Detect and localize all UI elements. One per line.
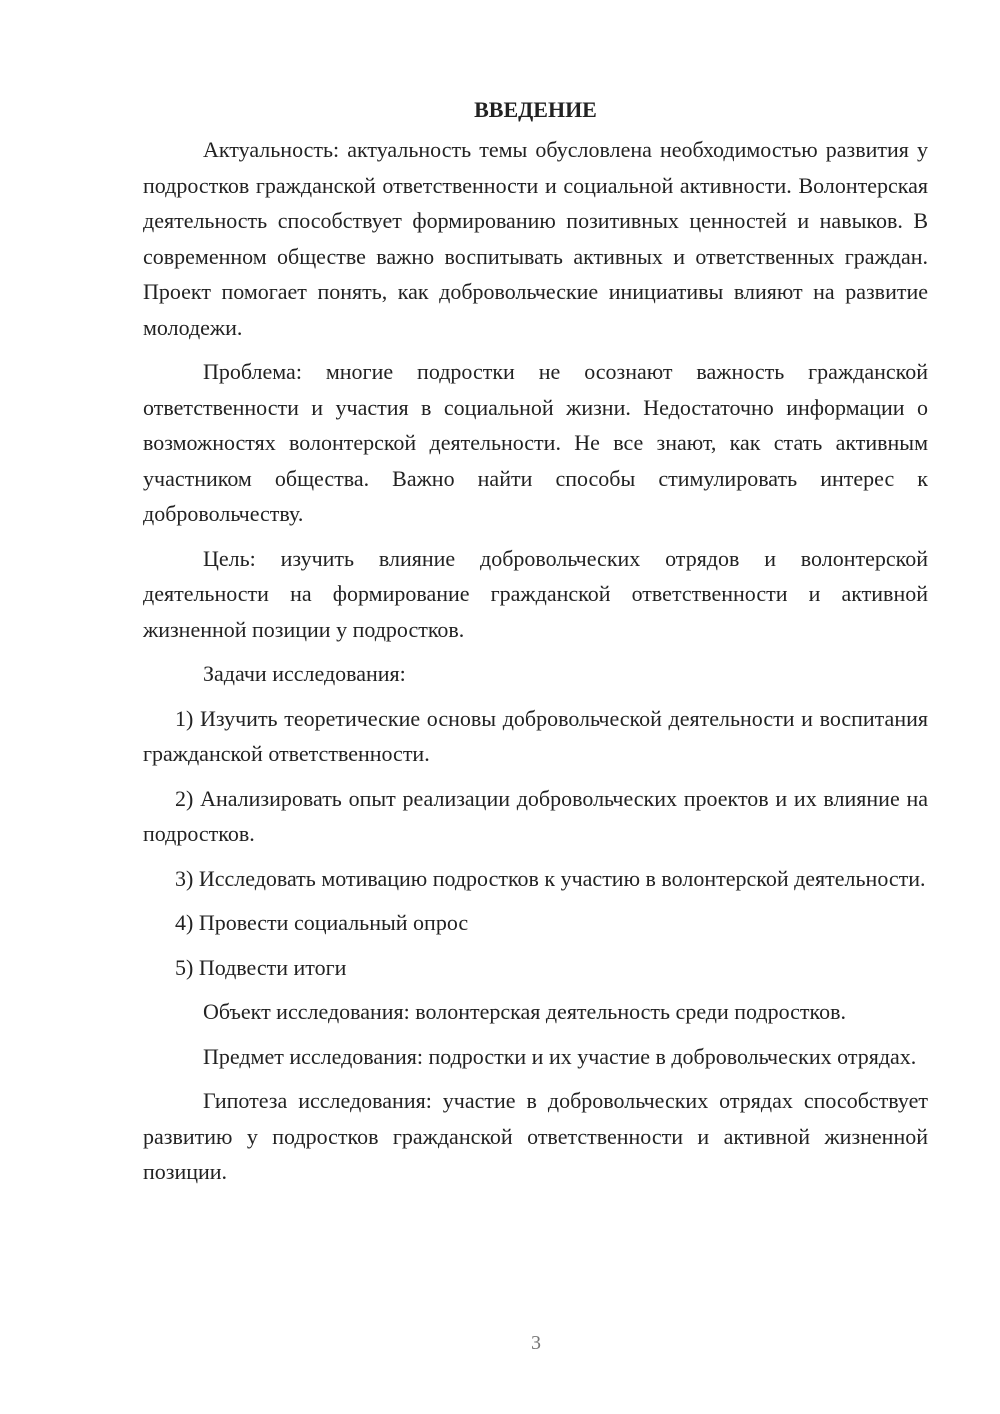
- research-subject-paragraph: Предмет исследования: подростки и их участие в добровольческих отрядах.: [203, 1043, 917, 1069]
- problem-paragraph: Проблема: многие подростки не осознают важность гражданской ответственности и участия в социальной жизни. Недостаточно информации о возможностях волонтерской деятельности. Не все знают, как стать активным участником общества. Важно найти способы стимулировать интерес к добровольчеству.: [143, 359, 928, 526]
- research-object-paragraph: Объект исследования: волонтерская деятельность среди подростков.: [203, 999, 846, 1024]
- goal-paragraph: Цель: изучить влияние добровольческих отрядов и волонтерской деятельности на формирование гражданской ответственности и активной жизненной позиции у подростков.: [143, 545, 928, 642]
- task-item: 2) Анализировать опыт реализации добровольческих проектов и их влияние на подростков.: [143, 785, 928, 846]
- document-page: [143, 92, 928, 1199]
- hypothesis-paragraph: Гипотеза исследования: участие в добровольческих отрядах способствует развитию у подростков гражданской ответственности и активной жизненной позиции.: [143, 1088, 928, 1184]
- task-item: 4) Провести социальный опрос: [175, 910, 469, 935]
- task-item: 3) Исследовать мотивацию подростков к участию в волонтерской деятельности.: [175, 865, 926, 891]
- relevance-paragraph: Актуальность: актуальность темы обусловлена необходимостью развития у подростков гражданской ответственности и социальной активности. Волонтерская деятельность способствует формированию позитивных ценностей и навыков. В современном обществе важно воспитывать активных и ответственных граждан. Проект помогает понять, как добровольческие инициативы влияют на развитие молодежи.: [143, 137, 928, 340]
- tasks-heading: Задачи исследования:: [203, 661, 406, 686]
- page-number: 3: [531, 1332, 541, 1354]
- task-item: 1) Изучить теоретические основы добровольческой деятельности и воспитания гражданской ответственности.: [143, 705, 928, 766]
- document-title: ВВЕДЕНИЕ: [474, 97, 597, 122]
- task-item: 5) Подвести итоги: [175, 954, 347, 980]
